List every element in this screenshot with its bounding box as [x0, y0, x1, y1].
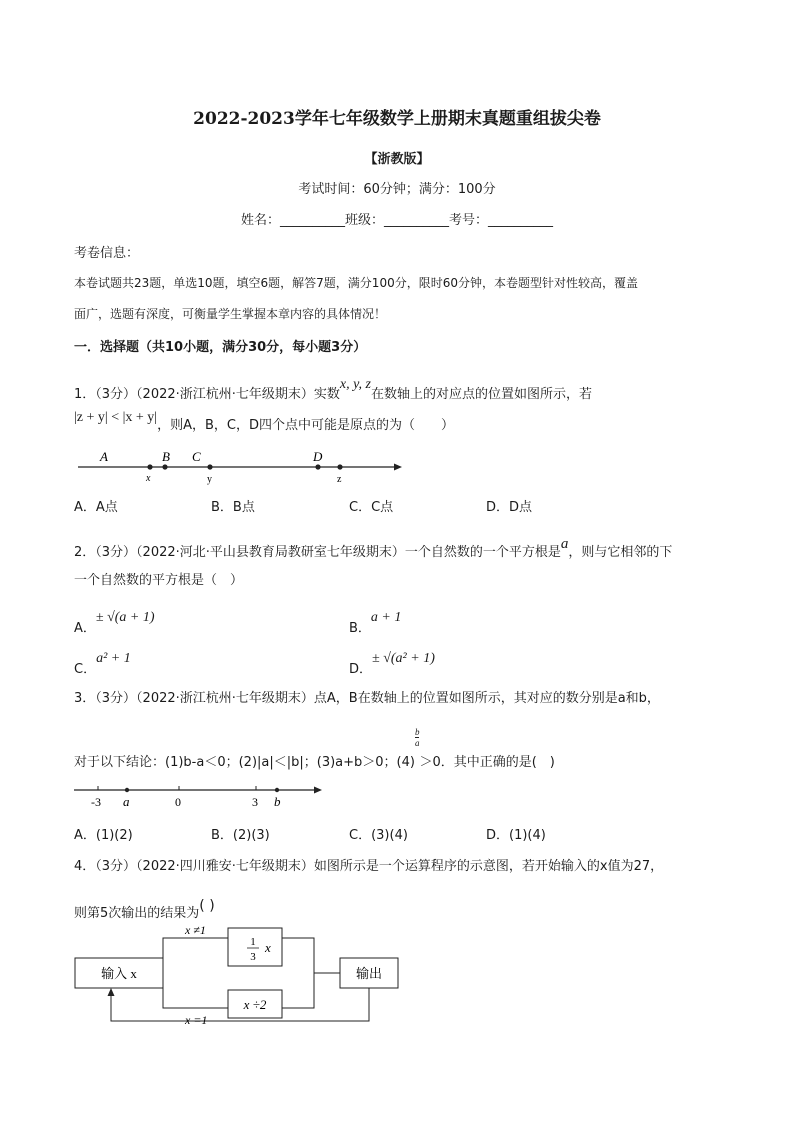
q1-label-D: D	[313, 449, 323, 464]
q1-text	[74, 377, 593, 403]
q2-line-1: 2．（3分）（2022·河北·平山县教育局教研室七年级期末）一个自然数的一个平方根是a，则与它相邻的下	[74, 536, 673, 560]
q3-tick-a: a	[123, 794, 130, 809]
exam-info: 考试时间：60分钟；满分：100分	[298, 182, 496, 197]
q3-tick-0: 0	[175, 795, 181, 809]
notice-line-2: 面广，选题有深度，可衡量学生掌握本章内容的具体情况！	[74, 307, 387, 321]
flow-op-bottom: x ÷2	[243, 997, 267, 1012]
q1-label-y: y	[207, 474, 212, 485]
q1-option-d[interactable]: D．D点	[486, 500, 533, 515]
edition-label: 【浙教版】	[364, 152, 430, 167]
page-title: 2022-2023学年七年级数学上册期末真题重组拔尖卷	[193, 109, 601, 129]
q1-formula: |z + y| < |x + y|	[74, 410, 158, 425]
flow-op-top-den: 3	[250, 951, 256, 963]
q1-label-x: x	[146, 473, 151, 484]
student-fields: 姓名：__________班级：__________考号：__________	[240, 213, 553, 228]
section-heading: 一．选择题（共10小题，满分30分，每小题3分）	[74, 340, 367, 355]
q1-label-A: A	[100, 449, 108, 464]
q4-line-1: 4．（3分）（2022·四川雅安·七年级期末）如图所示是一个运算程序的示意图，若开始输入的x值为27，	[74, 859, 664, 874]
q2-var: a	[560, 536, 569, 552]
q1-text-b: 在数轴上的对应点的位置如图所示，若	[371, 387, 593, 402]
notice-label: 考卷信息：	[74, 246, 140, 261]
q3-line-1: 3．（3分）（2022·浙江杭州·七年级期末）点A，B在数轴上的位置如图所示，其对应的数分别是a和b，	[74, 691, 660, 706]
q4-paren: ( )	[199, 898, 215, 914]
q3-option-c[interactable]: C．(3)(4)	[349, 828, 408, 843]
q3-line-2: 对于以下结论：(1)b-a＜0；(2)|a|＜|b|；(3)a+b＞0；(4) $\frac{b}{a}$ ＞0．其中正确的是( )	[74, 727, 555, 770]
q1-text-c: ，则A，B，C，D四个点中可能是原点的为（ ）	[157, 418, 455, 433]
flow-cond-bottom: x =1	[185, 1013, 208, 1027]
q1-option-b[interactable]: B．B点	[211, 500, 255, 515]
flow-op-top-num: 1	[250, 936, 256, 948]
q1-option-a[interactable]: A．A点	[74, 500, 118, 515]
q1-label-B: B	[162, 449, 170, 464]
flow-input: 输入 x	[101, 966, 137, 981]
q3-option-d[interactable]: D．(1)(4)	[486, 828, 546, 843]
q3-number-line	[70, 780, 330, 810]
q3-option-a[interactable]: A．(1)(2)	[74, 828, 133, 843]
q3-tick-3: 3	[252, 795, 258, 809]
q1-text-a: 1．（3分）（2022·浙江杭州·七年级期末）实数	[74, 387, 340, 402]
q2-option-d[interactable]: D．± √(a² + 1)	[349, 651, 435, 677]
q1-label-C: C	[192, 449, 201, 464]
q4-line-2: 则第5次输出的结果为( )	[74, 898, 215, 921]
q4-flowchart	[70, 920, 410, 1030]
q2-option-b[interactable]: B．a + 1	[349, 610, 402, 636]
flow-op-top-var: x	[265, 940, 271, 955]
q1-option-c[interactable]: C．C点	[349, 500, 394, 515]
q3-option-b[interactable]: B．(2)(3)	[211, 828, 270, 843]
flow-output: 输出	[355, 966, 383, 981]
q1-number-line	[70, 446, 410, 486]
q3-fraction: $\frac{b}{a}$	[414, 727, 420, 748]
flow-cond-top: x ≠1	[185, 923, 206, 937]
q3-tick-b: b	[274, 794, 281, 809]
q2-option-a[interactable]: A．± √(a + 1)	[74, 610, 155, 636]
q2-line-2: 一个自然数的平方根是（ ）	[74, 573, 244, 588]
q1-vars: x, y, z	[339, 377, 372, 392]
q2-option-c[interactable]: C．a² + 1	[74, 651, 131, 677]
q1-condition	[74, 410, 455, 434]
q1-label-z: z	[337, 474, 342, 485]
notice-line-1: 本卷试题共23题，单选10题，填空6题，解答7题，满分100分，限时60分钟，本卷题型针对性较高，覆盖	[74, 276, 638, 290]
q3-tick-neg3: -3	[91, 795, 101, 809]
